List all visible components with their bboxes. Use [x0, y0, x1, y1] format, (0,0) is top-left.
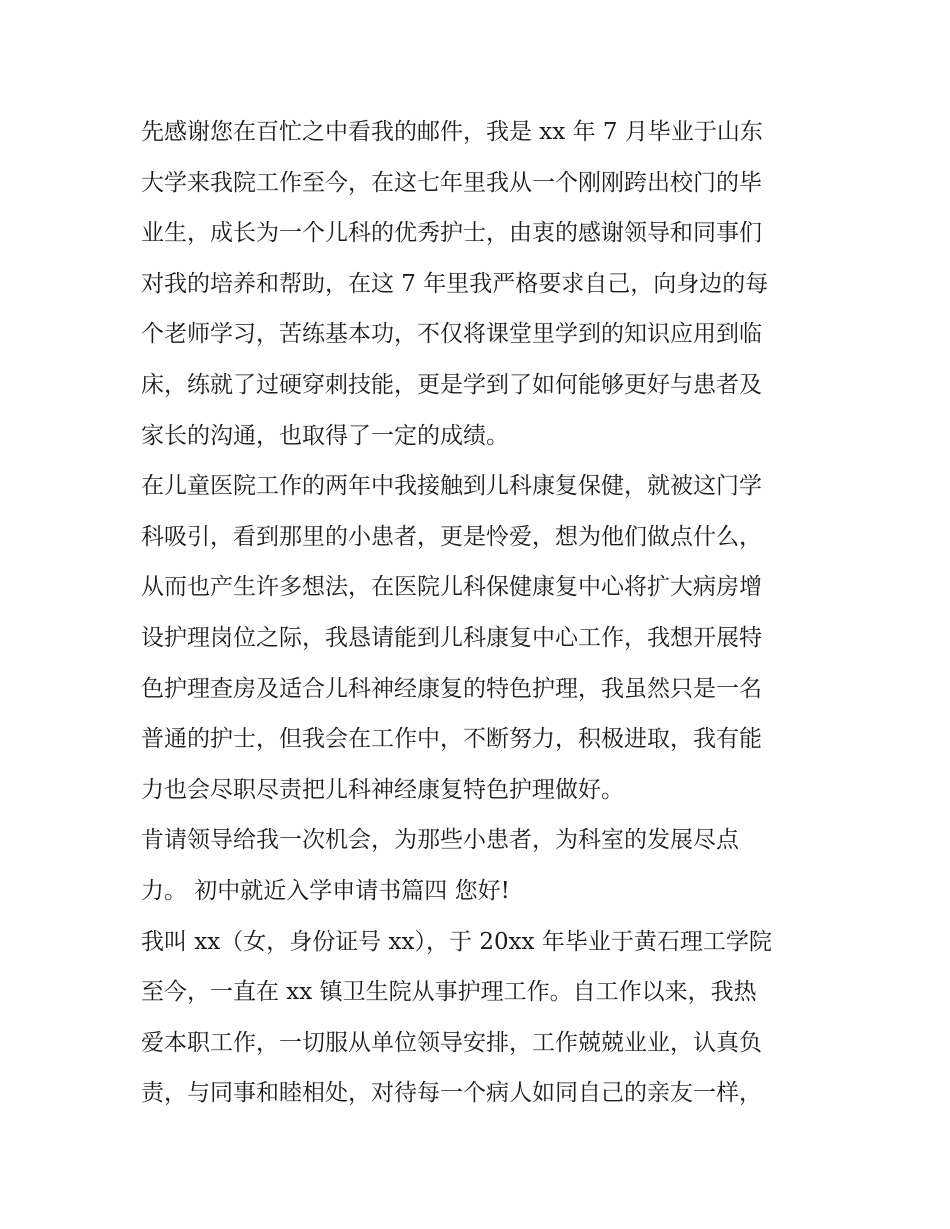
text-line: 个老师学习，苦练基本功，不仅将课堂里学到的知识应用到临 — [141, 321, 762, 348]
document-body — [141, 107, 821, 1119]
text-line: 设护理岗位之际，我恳请能到儿科康复中心工作，我想开展特 — [141, 624, 762, 651]
text-line: 家长的沟通，也取得了一定的成绩。 — [141, 422, 509, 449]
text-line: 从而也产生许多想法，在医院儿科保健康复中心将扩大病房增 — [141, 574, 762, 601]
text-line: 科吸引，看到那里的小患者，更是怜爱，想为他们做点什么， — [141, 523, 762, 550]
text-line: 先感谢您在百忙之中看我的邮件，我是 xx 年 7 月毕业于山东 — [141, 119, 763, 145]
text-line: 力也会尽职尽责把儿科神经康复特色护理做好。 — [141, 776, 624, 803]
text-line: 业生，成长为一个儿科的优秀护士，由衷的感谢领导和同事们 — [141, 220, 762, 247]
text-line: 床，练就了过硬穿刺技能，更是学到了如何能够更好与患者及 — [141, 371, 762, 398]
text-line: 责，与同事和睦相处，对待每一个病人如同自己的亲友一样， — [141, 1080, 762, 1107]
text-line: 大学来我院工作至今，在这七年里我从一个刚刚跨出校门的毕 — [141, 169, 762, 196]
text-line: 普通的护士，但我会在工作中，不断努力，积极进取，我有能 — [141, 726, 762, 753]
text-line: 力。 初中就近入学申请书篇四 您好! — [141, 877, 510, 904]
text-line: 我叫 xx（女，身份证号 xx），于 20xx 年毕业于黄石理工学院 — [141, 928, 772, 955]
text-line: 色护理查房及适合儿科神经康复的特色护理，我虽然只是一名 — [141, 675, 762, 702]
text-line: 对我的培养和帮助，在这 7 年里我严格要求自己，向身边的每 — [141, 270, 769, 297]
text-line: 在儿童医院工作的两年中我接触到儿科康复保健，就被这门学 — [141, 473, 762, 500]
text-line: 肯请领导给我一次机会，为那些小患者，为科室的发展尽点 — [141, 827, 739, 854]
text-line: 爱本职工作，一切服从单位领导安排，工作兢兢业业，认真负 — [141, 1029, 762, 1056]
text-line: 至今，一直在 xx 镇卫生院从事护理工作。自工作以来，我热 — [141, 979, 757, 1006]
